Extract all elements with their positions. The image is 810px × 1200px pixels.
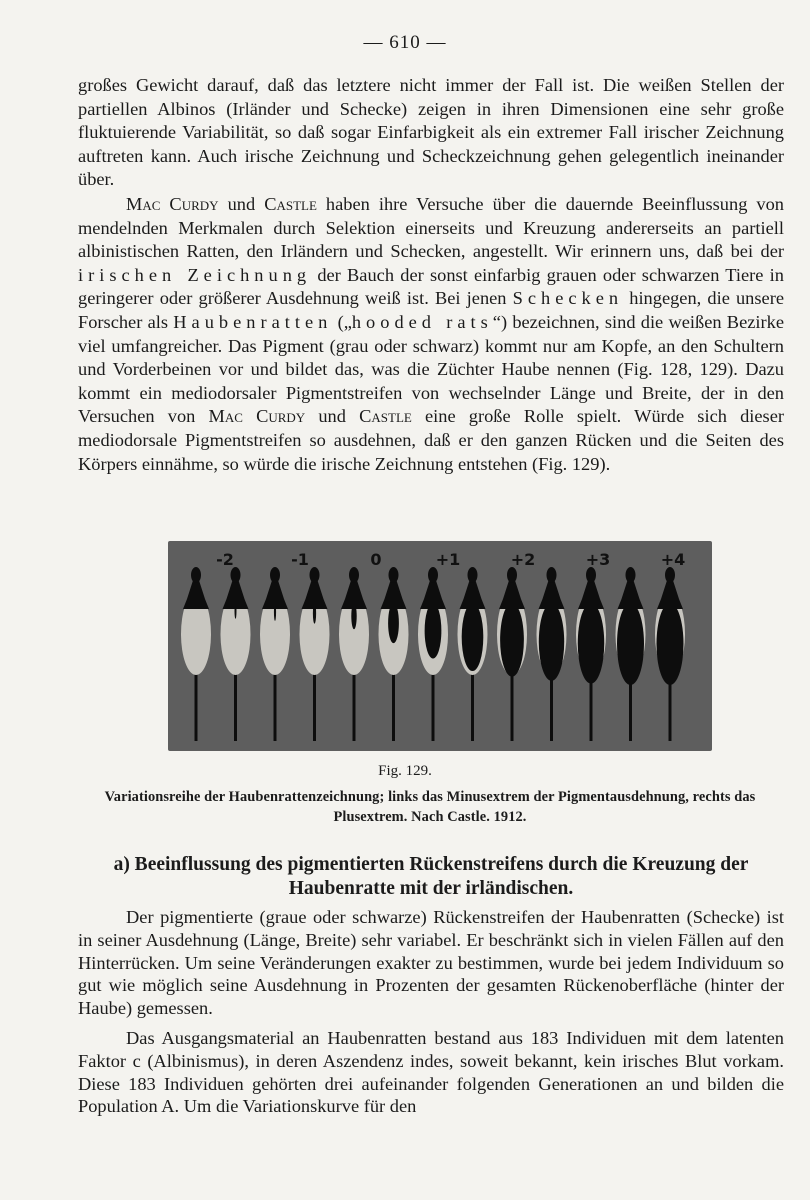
rat-dorsal-stripe	[388, 603, 399, 643]
rat-head	[428, 567, 438, 583]
grade-label: +1	[435, 550, 461, 569]
grade-label: 0	[370, 550, 382, 569]
text-run: und	[218, 194, 265, 214]
rat-dorsal-stripe	[657, 603, 684, 685]
rat-dorsal-stripe	[462, 603, 484, 671]
emphasized-term: Schecken	[512, 288, 624, 309]
grade-label: -2	[216, 550, 234, 569]
rat-head	[191, 567, 201, 583]
rat-head	[507, 567, 517, 583]
rat-series-illustration	[168, 541, 712, 751]
rat-tail	[195, 671, 198, 741]
page-number: — 610 —	[363, 32, 447, 53]
paragraph-3	[78, 906, 784, 1020]
rat-tail	[550, 671, 553, 741]
rat-tail	[392, 671, 395, 741]
rat-head	[389, 567, 399, 583]
paragraph-2	[78, 193, 784, 476]
rat-tail	[432, 671, 435, 741]
emphasized-term: Haubenratten	[173, 311, 333, 332]
rat-dorsal-stripe	[539, 603, 564, 681]
rat-dorsal-stripe	[617, 603, 644, 685]
grade-label: -1	[291, 550, 309, 569]
emphasized-term: irischen Zeichnung	[78, 264, 312, 285]
rat-head	[547, 567, 557, 583]
grade-label: +2	[510, 550, 536, 569]
author-name: Castle	[264, 194, 317, 214]
author-name: Castle	[359, 406, 412, 427]
paragraph-4	[78, 1027, 784, 1118]
rat-tail	[511, 671, 514, 741]
rat-head	[586, 567, 596, 583]
text-run: hingegen, die unsere Forscher als	[78, 288, 784, 332]
rat-head	[231, 567, 241, 583]
paragraph-2-text	[78, 193, 784, 476]
figure-caption-text: Variationsreihe der Haubenrattenzeichnung; links das Minusextrem der Pigmentausdehnung, rechts das Plusextrem. Nach Castle. 1912.	[104, 789, 756, 825]
emphasized-term: hooded rats	[351, 311, 493, 332]
rat-head	[270, 567, 280, 583]
paragraph-1	[78, 74, 784, 192]
rat-head	[665, 567, 675, 583]
paragraph-4-text: Das Ausgangsmaterial an Haubenratten bestand aus 183 Individuen mit dem latenten Faktor c (Albinismus), in deren Aszendenz indes, soweit bekannt, kein irisches Blut vorkam. Diese 183 Individuen gehörten drei aufeinander folgenden Generationen an und bilden die Population A. Um die Variationskurve für den	[78, 1028, 784, 1117]
figure-caption-title: Fig. 129.	[378, 763, 432, 779]
author-name: Mac Curdy	[126, 194, 219, 214]
text-run: eine große Rolle spielt. Würde sich dieser mediodorsale Pigmentstreifen so ausdehnen, daß er den ganzen Rücken und die Seiten des Körpers einnähme, so würde die irische Zeichnung entstehen (Fig. 129).	[78, 406, 784, 474]
text-run: („	[332, 311, 352, 332]
text-run: und	[305, 406, 360, 427]
rat-tail	[471, 671, 474, 741]
figure-129-rat-series	[168, 541, 712, 751]
paragraph-1-text: großes Gewicht darauf, daß das letztere nicht immer der Fall ist. Die weißen Stellen der partiellen Albinos (Irländer und Schecke) zeigen in ihren Dimensionen eine sehr große fluktuierende Variabilität, so daß sogar Einfarbigkeit als ein extremer Fall irischer Zeichnung auftreten kann. Auch irische Zeichnung und Scheckzeichnung gehen gelegentlich ineinander über.	[78, 75, 784, 190]
rat-tail	[353, 671, 356, 741]
author-name: Mac Curdy	[208, 406, 306, 427]
rat-dorsal-stripe	[500, 603, 524, 677]
rat-head	[626, 567, 636, 583]
text-run: der Bauch der sonst einfarbig grauen oder schwarzen Tiere in geringerer oder größerer Ausdehnung weiß ist. Bei jenen	[78, 264, 784, 309]
rat-dorsal-stripe	[578, 603, 604, 684]
paragraph-3-text: Der pigmentierte (graue oder schwarze) Rückenstreifen der Haubenratten (Schecke) ist in seiner Ausdehnung (Länge, Breite) sehr variabel. Er beschränkt sich in vielen Fällen auf den Hinterrücken. Um seine Veränderungen exakter zu bestimmen, wurde bei jedem Individuum so gut wie möglich seine Ausdehnung in Prozenten der gesamten Rückenoberfläche (hinter der Haube) gemessen.	[78, 907, 784, 1019]
rat-head	[468, 567, 478, 583]
rat-tail	[234, 671, 237, 741]
rat-head	[310, 567, 320, 583]
rat-tail	[313, 671, 316, 741]
section-heading: a) Beeinflussung des pigmentierten Rückenstreifens durch die Kreuzung der Haubenratte mit der irländischen.	[113, 854, 749, 899]
rat-dorsal-stripe	[425, 603, 442, 659]
rat-head	[349, 567, 359, 583]
text-run: haben ihre Versuche über die dauernde Beeinflussung von mendelnden Merkmalen durch Selektion einerseits und Kreuzung andererseits an partiell albinistischen Ratten, den Irländern und Schecken, angestellt. Wir erinnern uns, daß bei der	[78, 194, 785, 262]
rat-tail	[274, 671, 277, 741]
grade-label: +3	[585, 550, 611, 569]
grade-label: +4	[660, 550, 686, 569]
text-run: “) bezeichnen, sind die weißen Bezirke viel umfangreicher. Das Pigment (grau oder schwarz) kommt nur am Kopfe, an den Schultern und Vorderbeinen vor und bildet das, was die Züchter Haube nennen (Fig. 128, 129). Dazu kommt ein mediodorsaler Pigmentstreifen von wechselnder Länge und Breite, der in den Versuchen von	[78, 311, 784, 427]
